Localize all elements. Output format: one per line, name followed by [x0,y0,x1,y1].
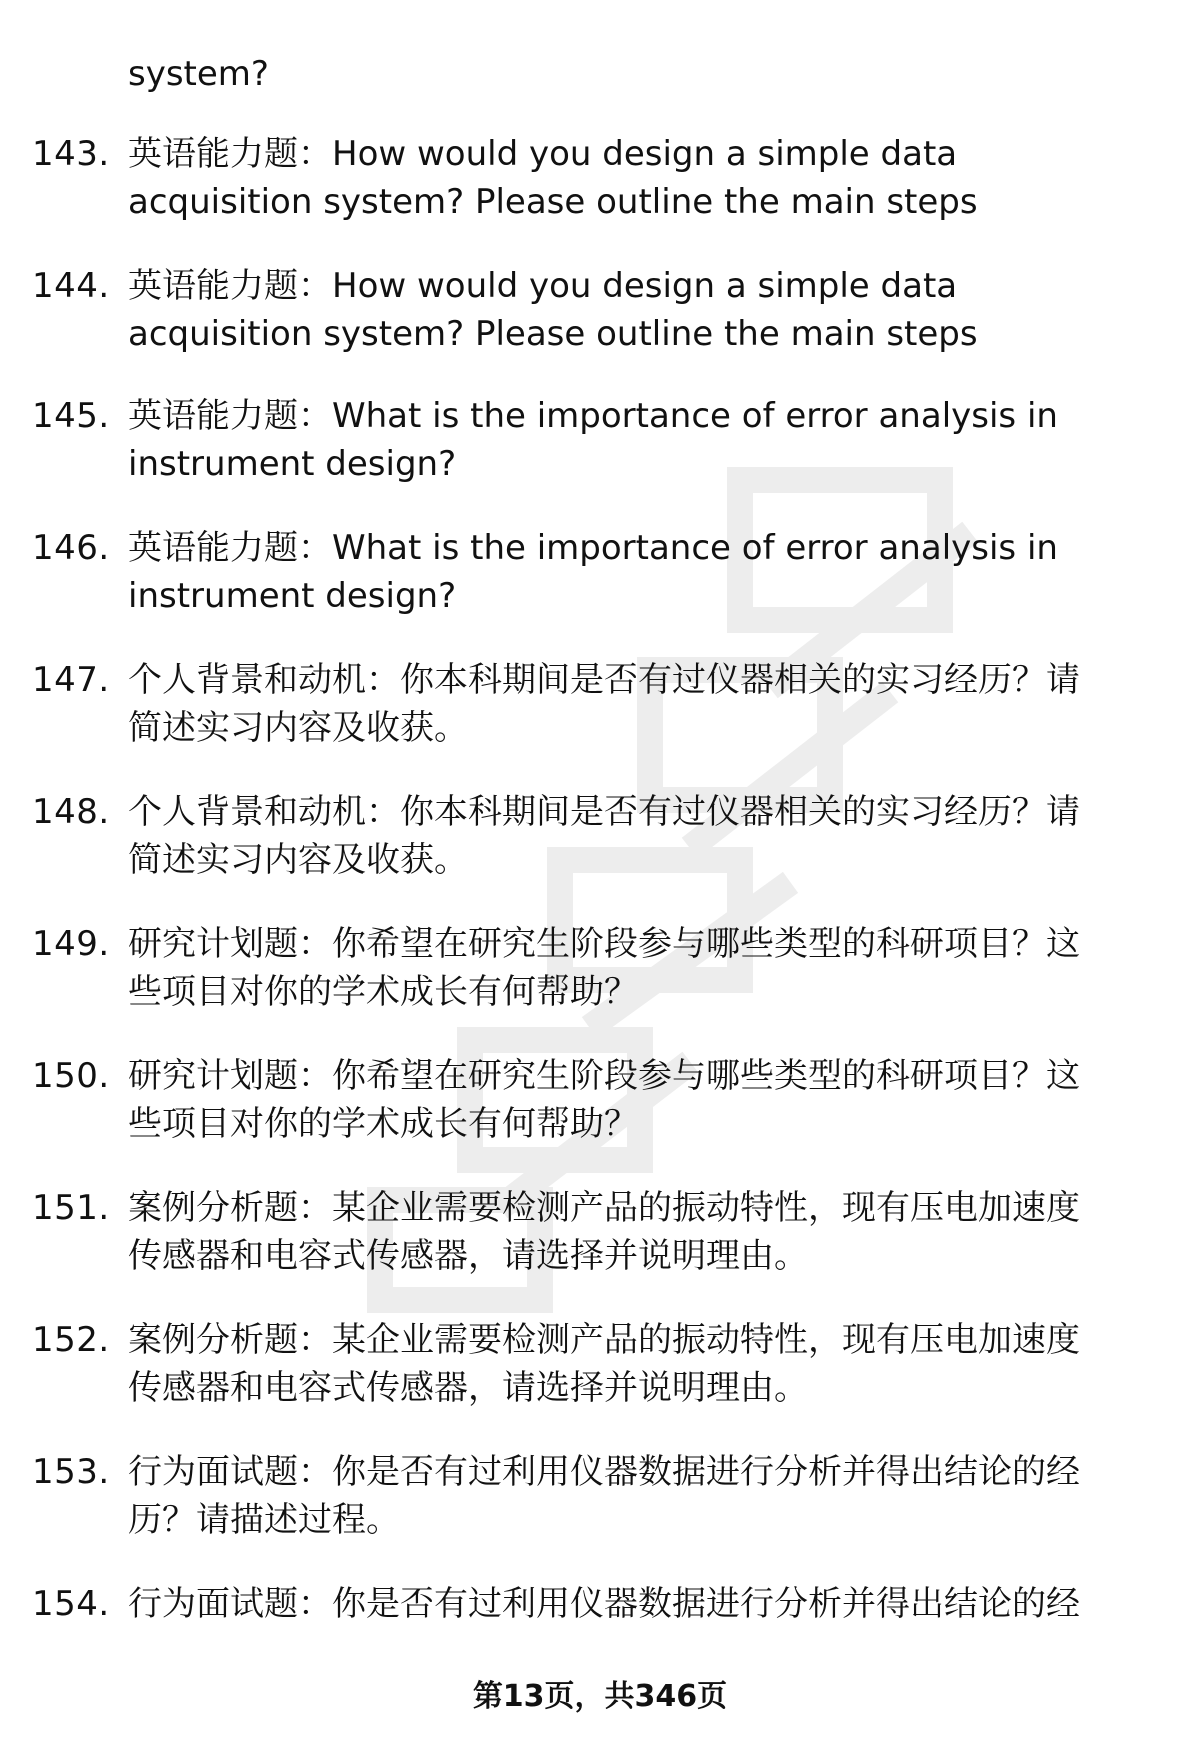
item-text-line: 些项目对你的学术成长有何帮助？ [128,1104,638,1144]
item-text-line: 案例分析题：某企业需要检测产品的振动特性，现有压电加速度 [128,1188,1080,1228]
list-item [0,1184,1200,1280]
item-text-line: instrument design? [128,444,457,484]
item-number: 145. [32,396,110,436]
item-text-line: 英语能力题：What is the importance of error analysis in [128,396,1058,436]
page-footer: 第13页，共346页 [472,1679,728,1714]
item-text-line: 简述实习内容及收获。 [128,708,468,748]
item-text-line: 行为面试题：你是否有过利用仪器数据进行分析并得出结论的经 [128,1452,1080,1492]
item-text-line: 个人背景和动机：你本科期间是否有过仪器相关的实习经历？请 [128,660,1080,700]
item-text-line: system? [128,54,269,94]
item-text-line: 些项目对你的学术成长有何帮助？ [128,972,638,1012]
item-number: 153. [32,1452,110,1492]
item-number: 147. [32,660,110,700]
item-text-line: acquisition system? Please outline the main steps [128,182,978,222]
item-text-line: 传感器和电容式传感器，请选择并说明理由。 [128,1236,808,1276]
list-item [0,656,1200,752]
item-text-line: 案例分析题：某企业需要检测产品的振动特性，现有压电加速度 [128,1320,1080,1360]
item-text-line: 简述实习内容及收获。 [128,840,468,880]
item-text-line: 历？请描述过程。 [128,1500,400,1540]
list-item [0,130,1200,226]
item-number: 144. [32,266,110,306]
list-item [0,392,1200,488]
list-item [0,50,1200,98]
item-number: 143. [32,134,110,174]
item-text-line: 研究计划题：你希望在研究生阶段参与哪些类型的科研项目？这 [128,924,1080,964]
item-number: 151. [32,1188,110,1228]
item-text-line: 行为面试题：你是否有过利用仪器数据进行分析并得出结论的经 [128,1584,1080,1624]
item-text-line: 英语能力题：How would you design a simple data [128,266,958,306]
list-item [0,920,1200,1016]
item-number: 148. [32,792,110,832]
item-text-line: acquisition system? Please outline the main steps [128,314,978,354]
item-text-line: 个人背景和动机：你本科期间是否有过仪器相关的实习经历？请 [128,792,1080,832]
list-item [0,262,1200,358]
list-item [0,524,1200,620]
item-text-line: instrument design? [128,576,457,616]
item-text-line: 传感器和电容式传感器，请选择并说明理由。 [128,1368,808,1408]
item-number: 150. [32,1056,110,1096]
item-number: 146. [32,528,110,568]
list-item [0,1580,1200,1628]
item-text-line: 研究计划题：你希望在研究生阶段参与哪些类型的科研项目？这 [128,1056,1080,1096]
item-number: 154. [32,1584,110,1624]
item-number: 152. [32,1320,110,1360]
item-number: 149. [32,924,110,964]
list-item [0,1316,1200,1412]
item-text-line: 英语能力题：What is the importance of error analysis in [128,528,1058,568]
list-item [0,1052,1200,1148]
item-text-line: 英语能力题：How would you design a simple data [128,134,958,174]
list-item [0,788,1200,884]
list-item [0,1448,1200,1544]
